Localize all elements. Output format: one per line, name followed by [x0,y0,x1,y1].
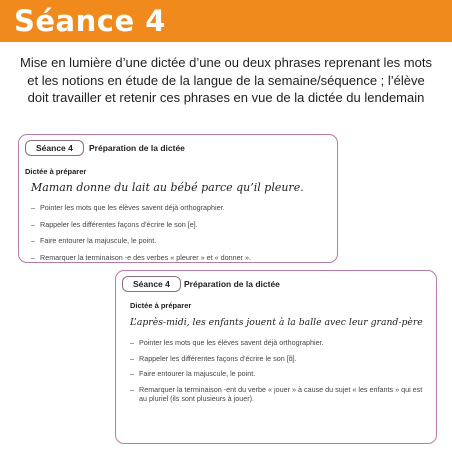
dictation-card-2 [115,270,437,444]
instruction-list [31,203,251,269]
instruction-list [130,338,426,409]
dictation-sentence: Maman donne du lait au bébé parce qu’il pleure. [31,181,304,194]
instruction-item: – Remarquer la terminaison -e des verbes « pleurer » et « donner ». [31,253,251,262]
session-tag: Séance 4 [122,276,181,292]
dictation-card-1 [18,134,338,263]
instruction-item: – Rappeler les différentes façons d’écrire le son [e]. [31,220,251,229]
card-subtitle: Dictée à préparer [130,301,192,310]
instruction-item: – Pointer les mots que les élèves savent déjà orthographier. [130,338,426,347]
instruction-item: – Rappeler les différentes façons d’écrire le son [ɑ̃]. [130,354,426,363]
card-title: Préparation de la dictée [89,143,185,153]
dictation-sentence: L’après-midi, les enfants jouent à la balle avec leur grand-père [130,317,423,328]
header-banner [0,0,452,42]
instruction-item: – Remarquer la terminaison -ent du verbe « jouer » à cause du sujet « les enfants » qui est au pluriel (ils sont plusieurs à jouer). [130,385,426,403]
card-subtitle: Dictée à préparer [25,167,87,176]
instruction-item: – Faire entourer la majuscule, le point. [31,236,251,245]
instruction-item: – Faire entourer la majuscule, le point. [130,369,426,378]
instruction-item: – Pointer les mots que les élèves savent déjà orthographier. [31,203,251,212]
page-title: Séance 4 [14,4,166,38]
card-title: Préparation de la dictée [184,279,280,289]
intro-text: Mise en lumière d’une dictée d’une ou deux phrases reprenant les mots et les notions en étude de la langue de la semaine/séquence ; l’élève doit travailler et retenir ces phrases en vue de la dictée du lendemain [20,55,432,105]
session-tag: Séance 4 [25,140,84,156]
